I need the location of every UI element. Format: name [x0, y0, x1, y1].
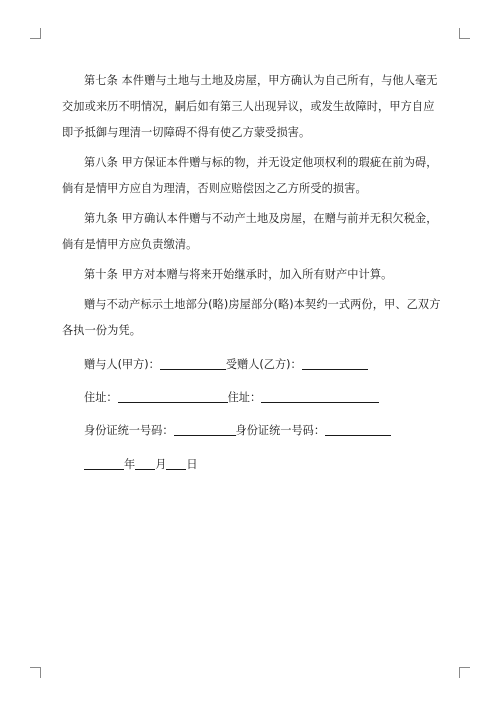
id-row — [62, 418, 442, 444]
donor-label: 赠与人(甲方)： — [84, 358, 160, 371]
date-row — [62, 452, 442, 478]
address-label-2: 住址： — [227, 391, 262, 404]
month-label: 月 — [155, 458, 167, 471]
signature-row — [62, 352, 442, 378]
donee-label: 受赠人(乙方)： — [225, 358, 302, 371]
crop-mark-top-right — [459, 28, 470, 39]
crop-mark-bottom-right — [459, 667, 470, 678]
address-row — [62, 385, 442, 411]
crop-mark-bottom-left — [30, 667, 41, 678]
id-label-2: 身份证统一号码： — [235, 424, 326, 437]
article-8: 第八条 甲方保证本件赠与标的物，并无设定他项权利的瑕疵在前为碍，倘有是情甲方应自为理清，否则应赔偿因之乙方所受的损害。 — [62, 156, 438, 195]
month-blank[interactable] — [135, 457, 155, 470]
day-label: 日 — [186, 458, 198, 471]
article-9: 第九条 甲方确认本件赠与不动产土地及房屋，在赠与前并无积欠税金，倘有是情甲方应负责缴清。 — [62, 212, 438, 251]
crop-mark-top-left — [30, 28, 41, 39]
year-blank[interactable] — [84, 457, 124, 470]
document-body — [62, 68, 442, 478]
id-label: 身份证统一号码： — [84, 424, 174, 437]
donor-blank[interactable] — [160, 357, 226, 370]
year-label: 年 — [124, 458, 136, 471]
donee-id-blank[interactable] — [325, 423, 391, 436]
donee-address-blank[interactable] — [261, 390, 379, 403]
day-blank[interactable] — [166, 457, 186, 470]
donor-address-blank[interactable] — [118, 390, 228, 403]
article-10: 第十条 甲方对本赠与将来开始继承时，加入所有财产中计算。 — [84, 268, 393, 281]
donee-blank[interactable] — [302, 357, 368, 370]
article-7: 第七条 本件赠与土地与土地及房屋，甲方确认为自己所有，与他人毫无交加或来历不明情况，嗣后如有第三人出现异议，或发生故障时，甲方自应即予抵御与理清一切障碍不得有使乙方蒙受损害。 — [62, 74, 438, 139]
donor-id-blank[interactable] — [174, 423, 236, 436]
copies-clause: 赠与不动产标示土地部分(略)房屋部分(略)本契约一式两份，甲、乙双方各执一份为凭。 — [62, 298, 441, 337]
address-label: 住址： — [84, 391, 118, 404]
